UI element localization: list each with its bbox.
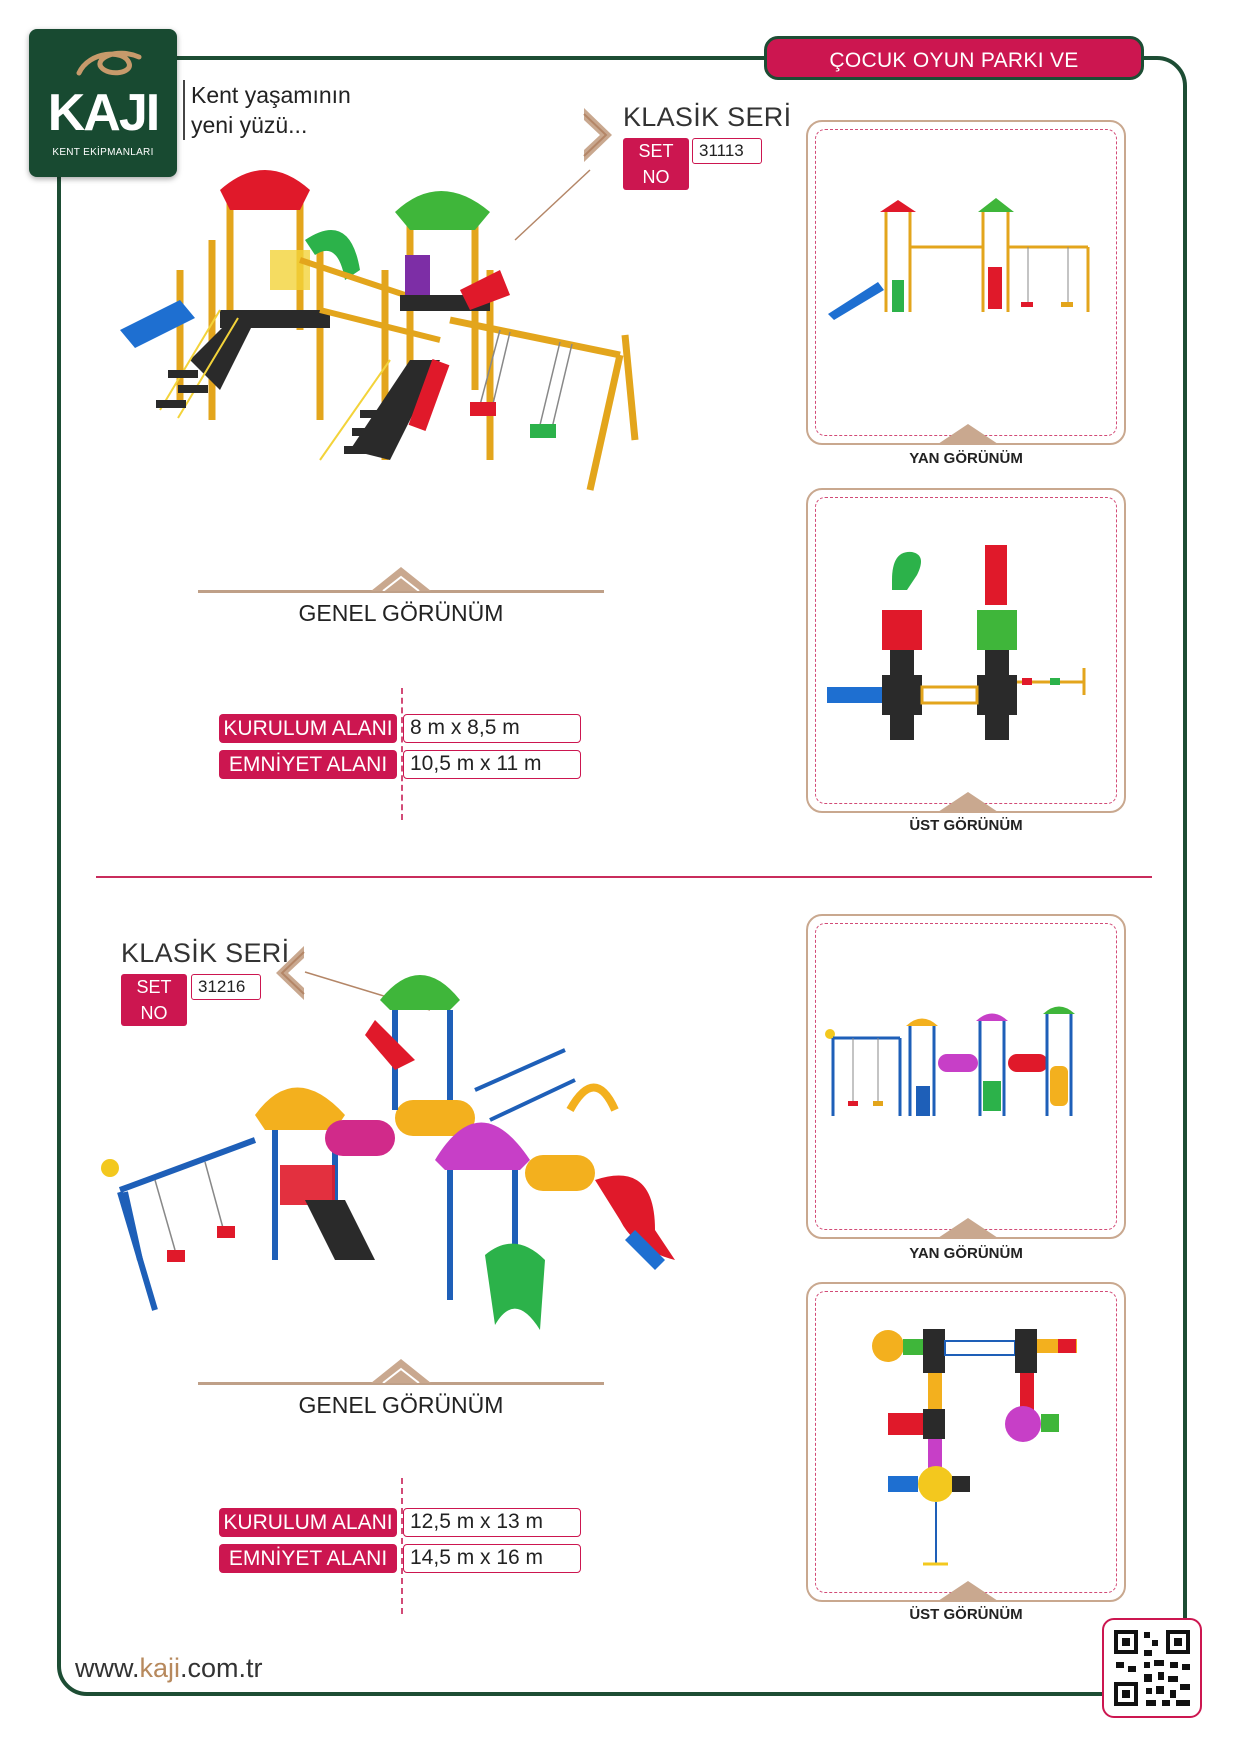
product-1-top-caption: ÜST GÖRÜNÜM (909, 817, 1023, 834)
qr-code-icon[interactable] (1102, 1618, 1202, 1718)
product-1-general-marker (371, 565, 431, 591)
product-1-side-view-illustration (818, 192, 1118, 322)
product-2-general-illustration (95, 930, 755, 1350)
tagline-line-1: Kent yaşamının (191, 82, 351, 108)
section-divider (96, 876, 1152, 878)
product-1-setno-label: SET NO (623, 138, 689, 190)
product-1-side-caption: YAN GÖRÜNÜM (909, 450, 1023, 467)
website-link[interactable] (75, 1653, 263, 1684)
product-1-series: KLASİK SERİ (623, 102, 792, 132)
product-1-spec-2-value: 10,5 m x 11 m (403, 750, 581, 779)
product-2-general-caption: GENEL GÖRÜNÜM (298, 1392, 504, 1418)
product-2-side-caption: YAN GÖRÜNÜM (909, 1245, 1023, 1262)
product-2-setno-value: 31216 (191, 974, 261, 1000)
brand-logo (29, 29, 177, 177)
product-2-spec-1-value: 12,5 m x 13 m (403, 1508, 581, 1537)
tagline-line-2: yeni yüzü... (191, 112, 308, 138)
website-brand: kaji (139, 1653, 181, 1683)
product-1-setno-value: 31113 (692, 138, 762, 164)
logo-swirl-icon (29, 43, 177, 83)
product-1-general-caption: GENEL GÖRÜNÜM (298, 600, 504, 626)
logo-name: KAJI (47, 84, 159, 142)
header-title: ÇOCUK OYUN PARKI VE EKİPMANLARI (764, 36, 1144, 80)
logo-subtitle: KENT EKİPMANLARI (52, 147, 154, 158)
product-1-general-illustration (120, 160, 720, 560)
product-2-spec-1-label: KURULUM ALANI (219, 1508, 397, 1537)
brand-tagline (183, 80, 351, 140)
product-1-spec-2-label: EMNİYET ALANI (219, 750, 397, 779)
product-2-side-marker (938, 1216, 998, 1238)
product-1-top-view-box (806, 488, 1126, 813)
website-suffix: .com.tr (180, 1653, 263, 1683)
product-1-top-view-illustration (822, 530, 1112, 780)
website-prefix: www. (75, 1653, 140, 1683)
product-2-top-caption: ÜST GÖRÜNÜM (909, 1606, 1023, 1623)
product-1-spec-1-value: 8 m x 8,5 m (403, 714, 581, 743)
chevron-arrow-icon (580, 104, 616, 166)
product-1-top-marker (938, 790, 998, 812)
product-2-top-view-box (806, 1282, 1126, 1602)
product-2-general-marker (371, 1357, 431, 1383)
product-2-side-view-illustration (818, 996, 1118, 1126)
product-1-spec-1-label: KURULUM ALANI (219, 714, 397, 743)
product-1-side-view-box (806, 120, 1126, 445)
product-2-setno-label: SET NO (121, 974, 187, 1026)
product-2-spec-2-value: 14,5 m x 16 m (403, 1544, 581, 1573)
product-2-top-view-illustration (848, 1304, 1108, 1574)
product-2-top-marker (938, 1579, 998, 1601)
product-2-series: KLASİK SERİ (121, 938, 290, 968)
product-2-spec-2-label: EMNİYET ALANI (219, 1544, 397, 1573)
product-1-side-marker (938, 422, 998, 444)
product-2-side-view-box (806, 914, 1126, 1239)
